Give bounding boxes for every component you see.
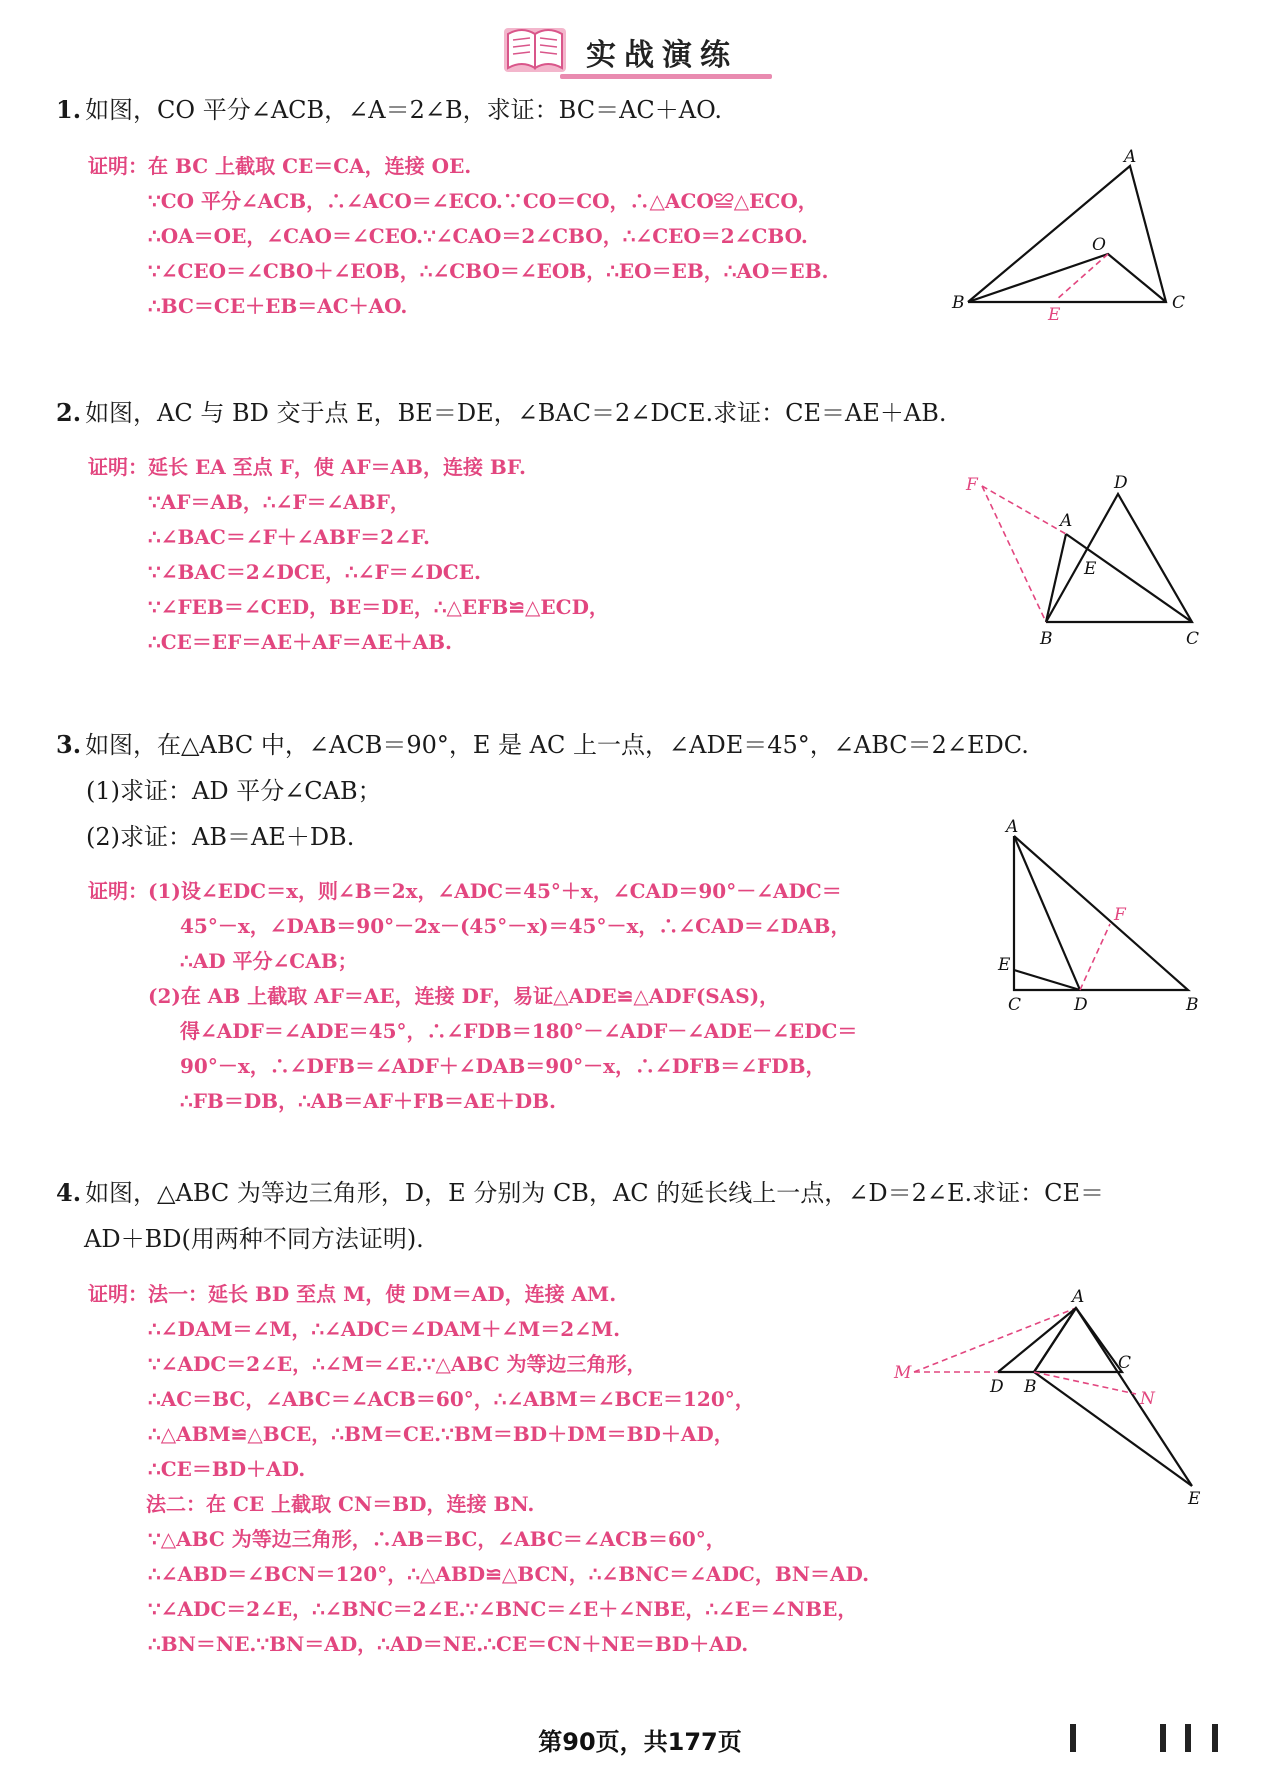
label-n: N	[1140, 1389, 1155, 1409]
proof-1	[88, 149, 829, 324]
banner-title: 实战演练	[586, 38, 738, 73]
label-a: A	[1006, 817, 1019, 837]
label-e: E	[1048, 305, 1061, 325]
question-3	[56, 722, 1029, 768]
proof-line: ∴∠BAC＝∠F＋∠ABF＝2∠F.	[148, 525, 430, 549]
label-d: D	[990, 1377, 1004, 1397]
proof-line: ∵△ABC 为等边三角形，∴AB＝BC，∠ABC＝∠ACB＝60°，	[148, 1527, 726, 1551]
page-nav-controls[interactable]	[1040, 1722, 1240, 1752]
label-a: A	[1060, 511, 1073, 531]
label-b: B	[952, 293, 965, 313]
proof-line: 证明：延长 EA 至点 F，使 AF＝AB，连接 BF.	[88, 455, 526, 479]
proof-line: 证明：法一：延长 BD 至点 M，使 DM＝AD，连接 AM.	[88, 1282, 617, 1306]
figure-4-triangle-adb	[998, 1308, 1076, 1372]
figure-3	[990, 817, 1220, 1015]
figure-1-segment-oe	[1056, 254, 1108, 300]
question-number: 3.	[56, 730, 82, 759]
figure-2	[960, 460, 1220, 660]
proof-4	[88, 1277, 869, 1662]
label-d: D	[1074, 995, 1088, 1015]
proof-line: 90°－x，∴∠DFB＝∠ADF＋∠DAB＝90°－x，∴∠DFB＝∠FDB，	[180, 1054, 826, 1078]
proof-line: ∴AC＝BC，∠ABC＝∠ACB＝60°，∴∠ABM＝∠BCE＝120°，	[148, 1387, 755, 1411]
proof-2	[88, 450, 609, 660]
proof-line: ∵CO 平分∠ACB，∴∠ACO＝∠ECO.∵CO＝CO，∴△ACO≌△ECO，	[148, 189, 818, 213]
proof-line: 法二：在 CE 上截取 CN＝BD，连接 BN.	[146, 1492, 535, 1516]
proof-line: ∴BC＝CE＋EB＝AC＋AO.	[148, 294, 408, 318]
label-c: C	[1186, 629, 1200, 649]
question-3-part-1: (1)求证：AD 平分∠CAB；	[86, 777, 382, 805]
label-e: E	[1188, 1489, 1201, 1509]
figure-1-triangle	[968, 166, 1166, 302]
label-d: D	[1114, 473, 1128, 493]
question-2	[56, 390, 947, 436]
proof-line: ∴△ABM≌△BCE，∴BM＝CE.∵BM＝BD＋DM＝BD＋AD，	[148, 1422, 734, 1446]
question-4-continued: AD＋BD(用两种不同方法证明).	[84, 1225, 424, 1253]
question-text: 如图，AC 与 BD 交于点 E，BE＝DE，∠BAC＝2∠DCE.求证：CE＝AE＋AB.	[85, 399, 947, 427]
proof-line: 45°－x，∠DAB＝90°－2x－(45°－x)＝45°－x，∴∠CAD＝∠DAB，	[180, 914, 851, 938]
figure-4-segment-ae	[1076, 1308, 1192, 1486]
proof-line: 证明：在 BC 上截取 CE＝CA，连接 OE.	[88, 154, 472, 178]
section-banner	[500, 16, 770, 80]
figure-2-segment-fa	[982, 486, 1066, 534]
question-4	[56, 1170, 1104, 1216]
label-b: B	[1186, 995, 1199, 1015]
figure-3-segment-ed	[1014, 970, 1080, 990]
page-indicator: 第90页，共177页	[538, 1728, 742, 1756]
label-f: F	[966, 475, 978, 495]
proof-line: 证明：(1)设∠EDC＝x，则∠B＝2x，∠ADC＝45°＋x，∠CAD＝90°－∠ADC＝	[88, 879, 842, 903]
label-b: B	[1024, 1377, 1037, 1397]
proof-line: ∴OA＝OE，∠CAO＝∠CEO.∵∠CAO＝2∠CBO，∴∠CEO＝2∠CBO.	[148, 224, 808, 248]
proof-line: ∵AF＝AB，∴∠F＝∠ABF，	[148, 490, 410, 514]
label-c: C	[1008, 995, 1022, 1015]
nav-bar	[1185, 1724, 1191, 1752]
proof-line: ∵∠ADC＝2∠E，∴∠BNC＝2∠E.∵∠BNC＝∠E＋∠NBE，∴∠E＝∠NBE，	[148, 1597, 858, 1621]
proof-line: ∵∠FEB＝∠CED，BE＝DE，∴△EFB≌△ECD，	[148, 595, 609, 619]
proof-line: (2)在 AB 上截取 AF＝AE，连接 DF，易证△ADE≌△ADF(SAS)，	[148, 984, 780, 1008]
nav-bar	[1160, 1724, 1166, 1752]
nav-bar	[1212, 1724, 1218, 1752]
figure-2-segments	[1046, 534, 1066, 622]
figure-3-segment-df	[1080, 924, 1110, 990]
label-a: A	[1124, 147, 1137, 167]
figure-4	[880, 1282, 1200, 1512]
question-1	[56, 87, 722, 133]
label-c: C	[1118, 1353, 1132, 1373]
question-number: 1.	[56, 95, 82, 124]
question-text: 如图，在△ABC 中，∠ACB＝90°，E 是 AC 上一点，∠ADE＝45°，∠ABC＝2∠EDC.	[85, 731, 1029, 759]
open-book-icon	[500, 18, 570, 78]
label-a: A	[1072, 1287, 1085, 1307]
proof-line: ∴AD 平分∠CAB；	[180, 949, 358, 973]
proof-line: ∴BN＝NE.∵BN＝AD，∴AD＝NE.∴CE＝CN＋NE＝BD＋AD.	[148, 1632, 749, 1656]
proof-line: ∴CE＝EF＝AE＋AF＝AE＋AB.	[148, 630, 452, 654]
proof-line: ∵∠ADC＝2∠E，∴∠M＝∠E.∵△ABC 为等边三角形，	[148, 1352, 647, 1376]
question-3-part-2: (2)求证：AB＝AE＋DB.	[86, 823, 355, 851]
label-f: F	[1114, 905, 1126, 925]
figure-3-segment-ad	[1014, 836, 1080, 990]
label-o: O	[1092, 235, 1106, 255]
nav-bar	[1070, 1724, 1076, 1752]
figure-4-triangle-abc	[1034, 1308, 1122, 1372]
label-m: M	[894, 1363, 912, 1383]
proof-line: ∵∠CEO＝∠CBO＋∠EOB，∴∠CBO＝∠EOB，∴EO＝EB，∴AO＝EB.	[148, 259, 829, 283]
question-text: 如图，CO 平分∠ACB，∠A＝2∠B，求证：BC＝AC＋AO.	[85, 96, 722, 124]
label-e: E	[998, 955, 1011, 975]
label-e: E	[1084, 559, 1097, 579]
proof-line: 得∠ADF＝∠ADE＝45°，∴∠FDB＝180°－∠ADF－∠ADE－∠EDC＝	[180, 1019, 858, 1043]
banner-underline	[560, 74, 772, 79]
proof-line: ∴∠ABD＝∠BCN＝120°，∴△ABD≌△BCN，∴∠BNC＝∠ADC，BN＝AD.	[148, 1562, 870, 1586]
figure-2-segment-fb	[982, 486, 1046, 622]
proof-line: ∴CE＝BD＋AD.	[148, 1457, 306, 1481]
proof-line: ∵∠BAC＝2∠DCE，∴∠F＝∠DCE.	[148, 560, 481, 584]
proof-line: ∴∠DAM＝∠M，∴∠ADC＝∠DAM＋∠M＝2∠M.	[148, 1317, 621, 1341]
question-number: 4.	[56, 1178, 82, 1207]
proof-3	[88, 874, 857, 1119]
figure-1	[950, 147, 1210, 325]
question-text: 如图，△ABC 为等边三角形，D，E 分别为 CB，AC 的延长线上一点，∠D＝2∠E.求证：CE＝	[85, 1179, 1105, 1207]
label-c: C	[1172, 293, 1186, 313]
figure-4-segment-ma	[914, 1308, 1076, 1372]
proof-line: ∴FB＝DB，∴AB＝AF＋FB＝AE＋DB.	[180, 1089, 557, 1113]
question-number: 2.	[56, 398, 82, 427]
label-b: B	[1040, 629, 1053, 649]
figure-3-triangle	[1014, 836, 1188, 990]
